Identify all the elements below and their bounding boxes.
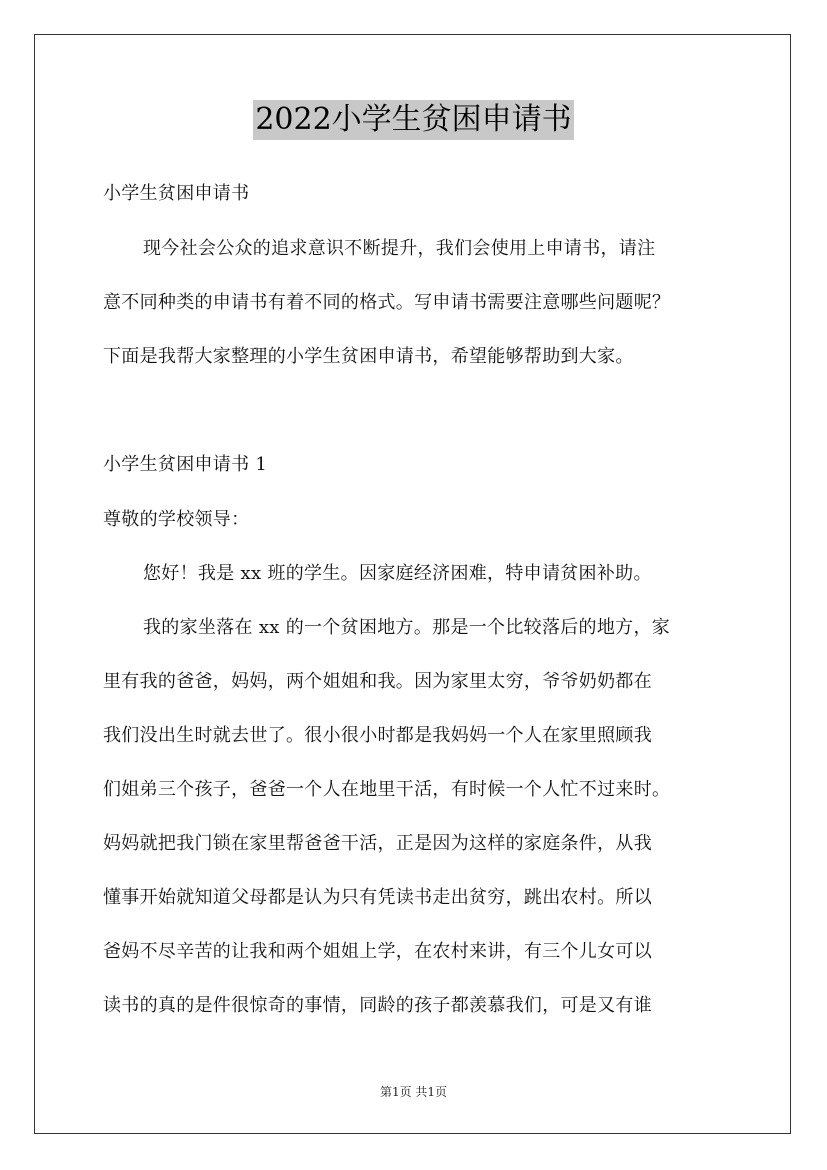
body-line: 妈妈就把我门锁在家里帮爸爸干活，正是因为这样的家庭条件，从我	[103, 833, 652, 854]
intro-line: 意不同种类的申请书有着不同的格式。写申请书需要注意哪些问题呢？	[103, 292, 671, 313]
document-title: 2022小学生贫困申请书	[253, 100, 573, 140]
title-wrap	[0, 100, 827, 140]
body-line: 们姐弟三个孩子，爸爸一个人在地里干活，有时候一个人忙不过来时。	[103, 779, 671, 800]
document-subtitle: 小学生贫困申请书	[103, 183, 250, 204]
intro-line: 现今社会公众的追求意识不断提升，我们会使用上申请书，请注	[143, 238, 656, 259]
intro-line: 下面是我帮大家整理的小学生贫困申请书，希望能够帮助到大家。	[103, 346, 634, 367]
body-line: 我们没出生时就去世了。很小很小时都是我妈妈一个人在家里照顾我	[103, 725, 652, 746]
page-footer: 第1页 共1页	[379, 1085, 448, 1099]
salutation: 尊敬的学校领导：	[103, 509, 250, 530]
section-heading: 小学生贫困申请书 1	[103, 454, 268, 475]
body-line: 里有我的爸爸，妈妈，两个姐姐和我。因为家里太穷，爷爷奶奶都在	[103, 671, 652, 692]
body-line: 爸妈不尽辛苦的让我和两个姐姐上学，在农村来讲，有三个儿女可以	[103, 941, 652, 962]
greeting-paragraph: 您好！我是 xx 班的学生。因家庭经济困难，特申请贫困补助。	[143, 563, 652, 584]
body-line: 懂事开始就知道父母都是认为只有凭读书走出贫穷，跳出农村。所以	[103, 887, 652, 908]
body-line: 读书的真的是件很惊奇的事情，同龄的孩子都羡慕我们，可是又有谁	[103, 995, 652, 1016]
body-line: 我的家坐落在 xx 的一个贫困地方。那是一个比较落后的地方，家	[143, 617, 671, 638]
